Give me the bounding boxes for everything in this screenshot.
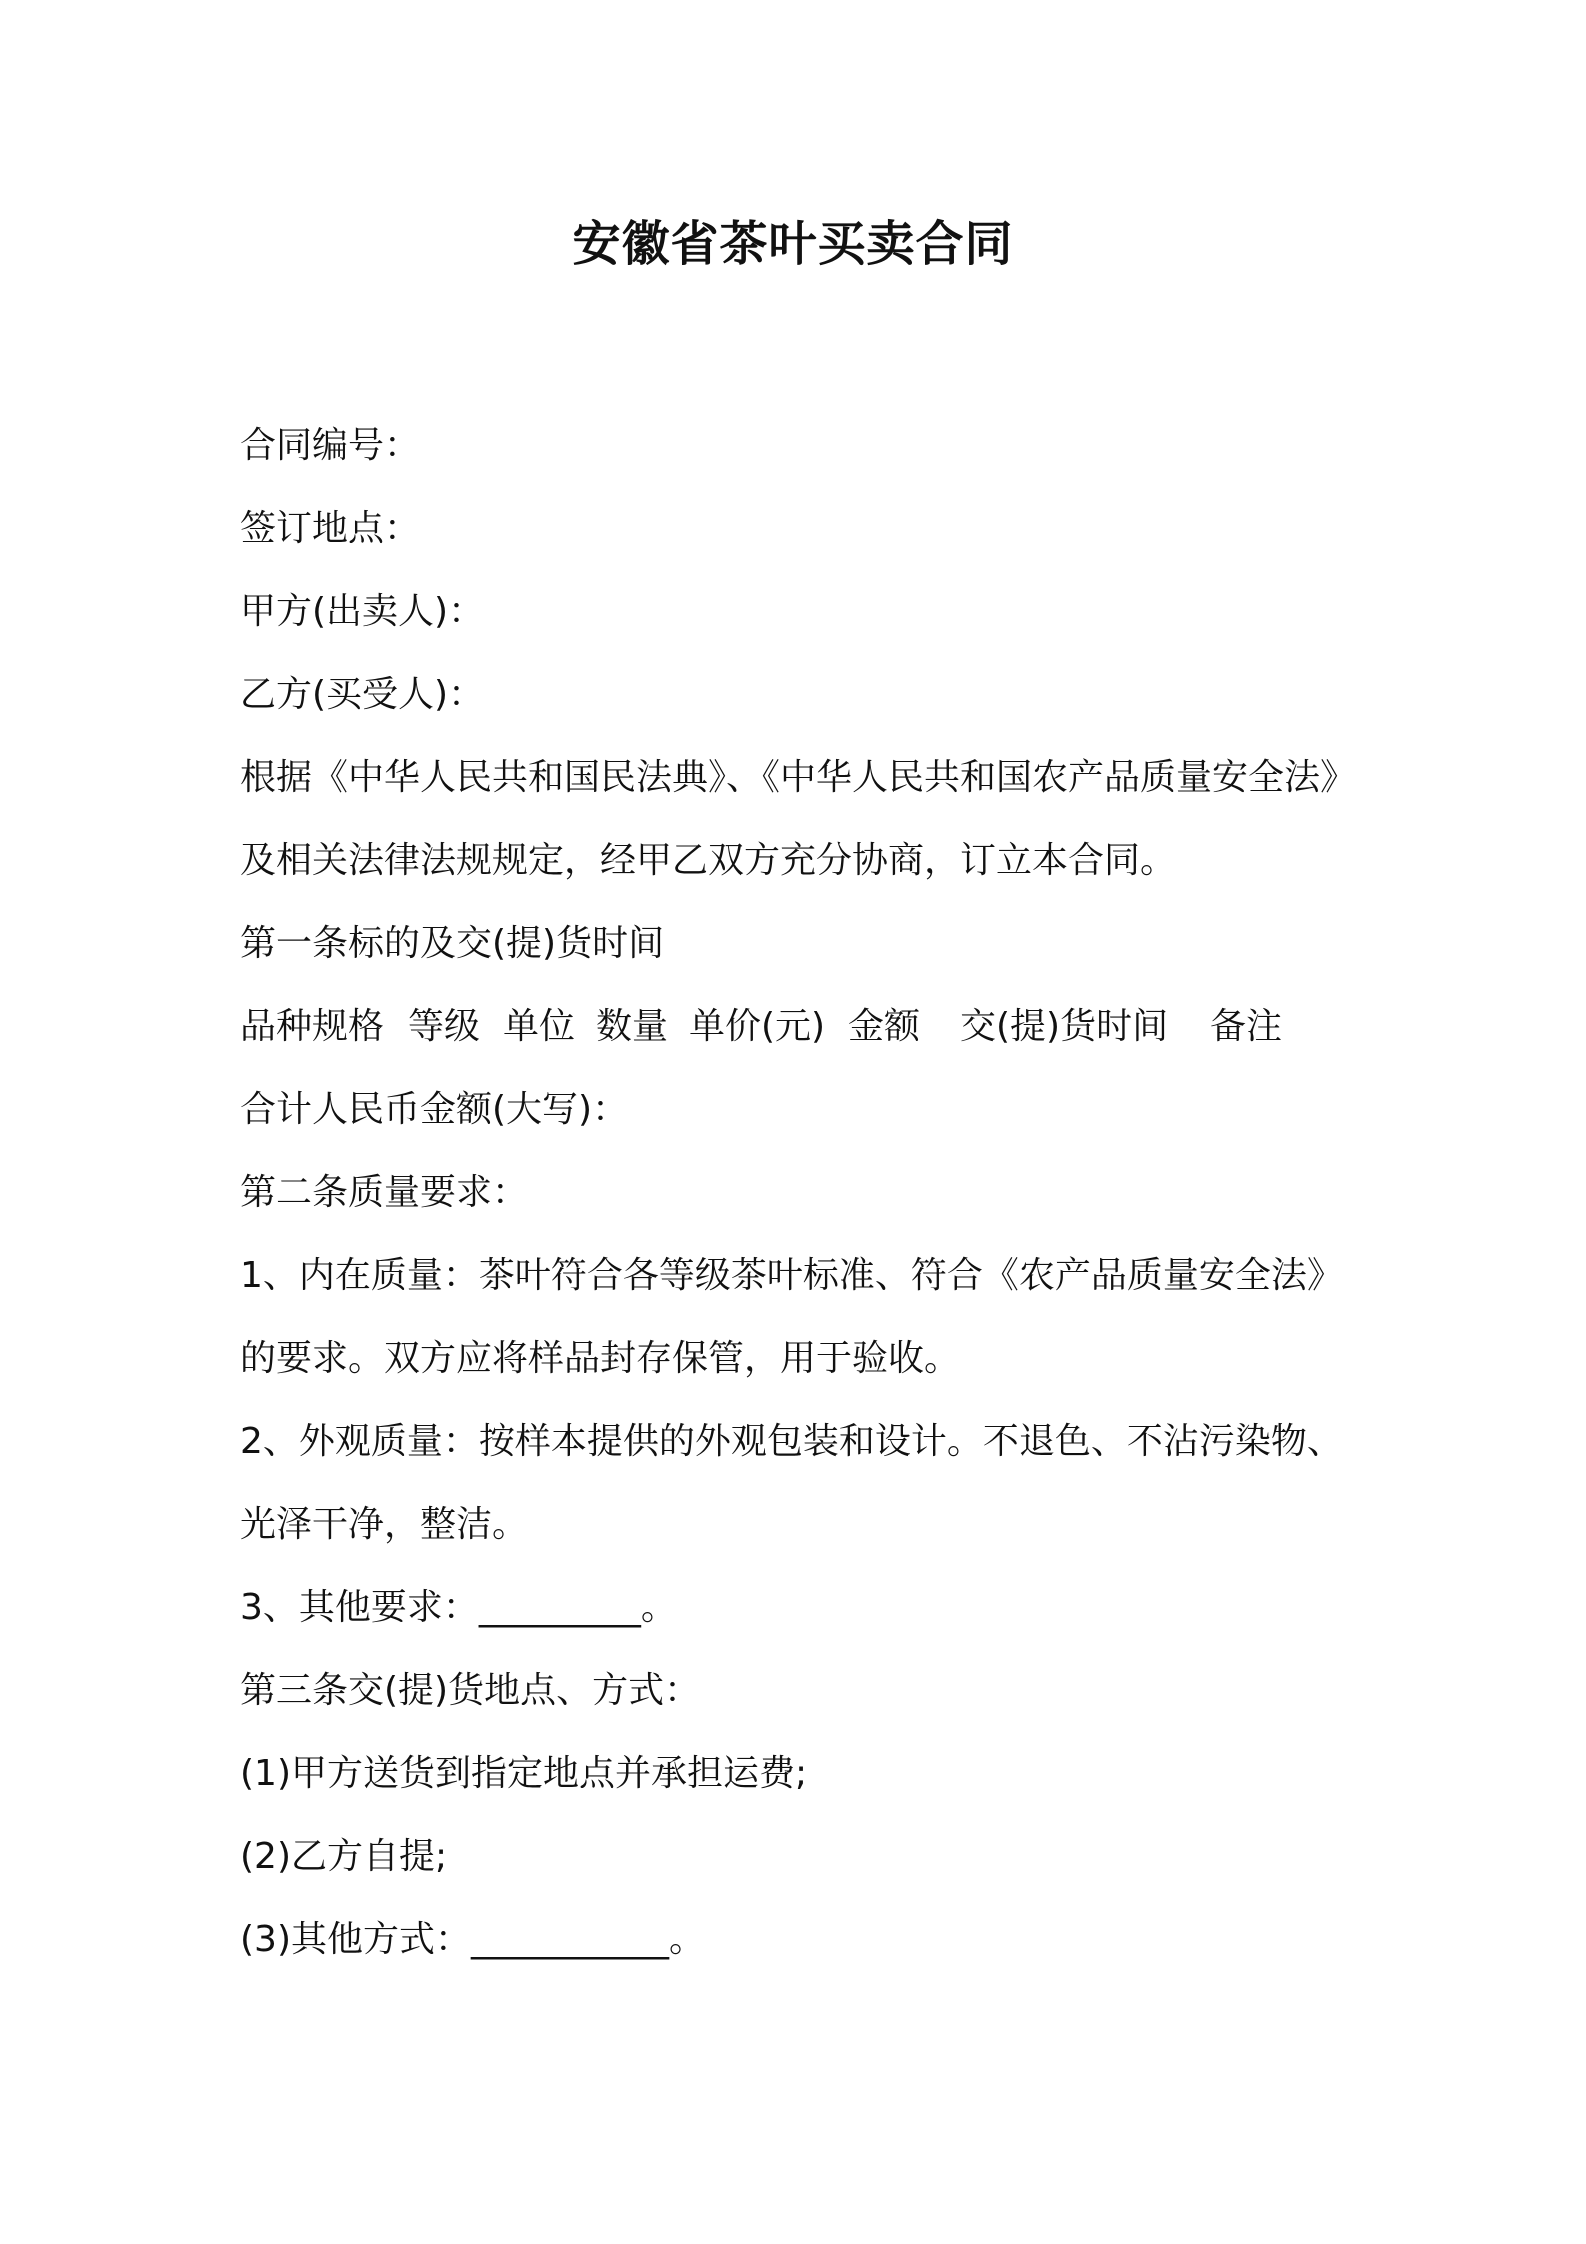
table-column-header: 金额 <box>848 1006 921 1047</box>
preamble-line-1: 根据《中华人民共和国民法典》、《中华人民共和国农产品质量安全法》 <box>240 757 1357 798</box>
article-1-heading: 第一条标的及交(提)货时间 <box>240 923 665 964</box>
table-column-header: 交(提)货时间 <box>960 1006 1169 1047</box>
article-2-heading: 第二条质量要求： <box>240 1172 529 1213</box>
table-column-header: 单价(元) <box>689 1006 826 1047</box>
document-title: 安徽省茶叶买卖合同 <box>572 216 1014 272</box>
preamble-line-2: 及相关法律法规规定，经甲乙双方充分协商，订立本合同。 <box>240 840 1177 881</box>
field-contract-no: 合同编号： <box>240 425 421 466</box>
article-2-item-1a: 1、内在质量：茶叶符合各等级茶叶标准、符合《农产品质量安全法》 <box>240 1255 1343 1296</box>
table-column-header: 品种规格 <box>240 1006 385 1047</box>
article-2-item-3: 3、其他要求：_________。 <box>240 1587 677 1628</box>
table-column-header: 备注 <box>1210 1006 1283 1047</box>
article-2-item-1b: 的要求。双方应将样品封存保管，用于验收。 <box>240 1338 961 1379</box>
table-column-header: 数量 <box>596 1006 669 1047</box>
article-3-heading: 第三条交(提)货地点、方式： <box>240 1670 701 1711</box>
field-sign-place: 签订地点： <box>240 508 421 549</box>
article-3-item-1: (1)甲方送货到指定地点并承担运费; <box>240 1753 808 1794</box>
table-column-header: 等级 <box>408 1006 481 1047</box>
article-3-item-2: (2)乙方自提; <box>240 1836 448 1877</box>
field-party-a: 甲方(出卖人)： <box>240 591 485 632</box>
article-1-table-header <box>240 985 1400 1068</box>
article-3-item-3: (3)其他方式：___________。 <box>240 1919 705 1960</box>
article-2-item-2a: 2、外观质量：按样本提供的外观包装和设计。不退色、不沾污染物、 <box>240 1421 1343 1462</box>
article-1-total: 合计人民币金额(大写)： <box>240 1089 629 1130</box>
field-party-b: 乙方(买受人)： <box>240 674 485 715</box>
document-body <box>240 404 1400 1981</box>
table-column-header: 单位 <box>503 1006 576 1047</box>
article-2-item-2b: 光泽干净，整洁。 <box>240 1504 529 1545</box>
